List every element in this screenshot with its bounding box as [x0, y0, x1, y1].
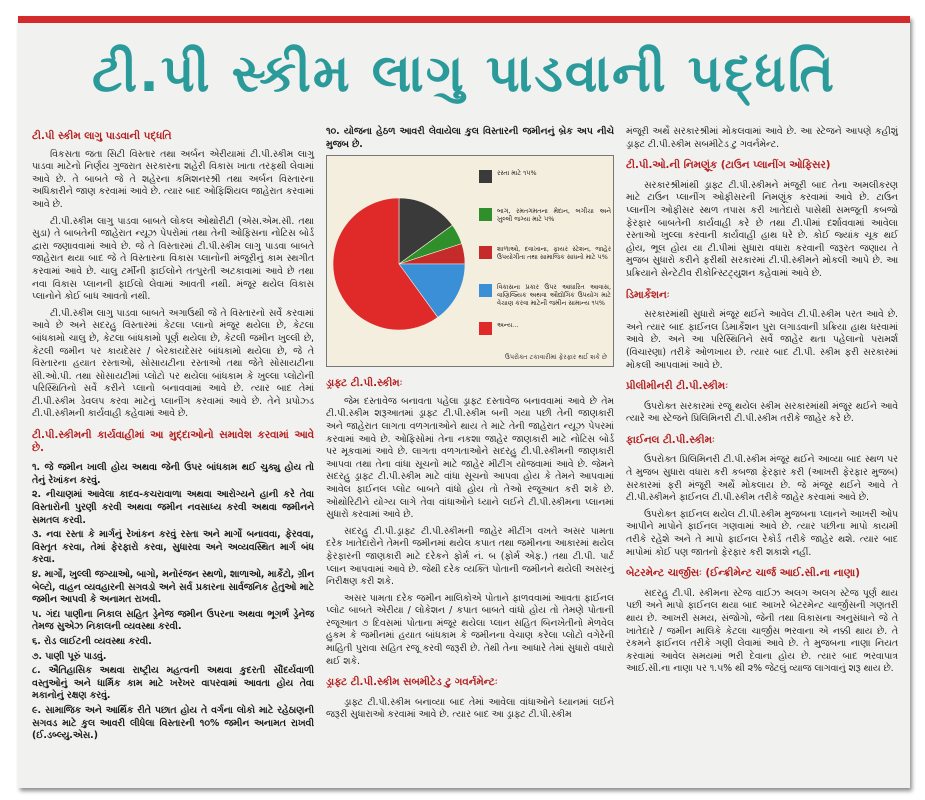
- list-item: ૨. નીચાણમાં આવેલા કાદવ-કચરાવાળા અથવા આરોગ્યને હાની કરે તેવા વિસ્તારોની પુરણી કરવી અથવા જમીન નવસાધ્ય કરવી અથવા જમીનને સમતલ કરવી.: [32, 489, 314, 526]
- paragraph: જેમ દસ્તાવેજ બનાવતા પહેલા ડ્રાફ્ટ દસ્તાવેજ બનાવવામાં આવે છે તેમ ટી.પી.સ્કીમ શરૂઆતમાં ડ્રાફ્ટ ટી.પી.સ્કીમ બની ગયા પછી તેની જાણકારી અને જાહેરાત લાગતા વળગતાઓને થાય તે માટે તેની જાહેરાત ન્યૂઝ પેપરમાં કરવામાં આવે છે. ઓફિસોમાં તેના નકશા જાહેર જાણકારી માટે નોટિસ બોર્ડ પર મૂકવામાં આવે છે. લાગતા વળગતાઓને સદરહુ ટી.પી.સ્કીમની જાણકારી આપવા તથા તેના વાંધા સૂચનો માટે જાહેર મીટીંગ યોજવામાં આવે છે. જેમને સદરહુ ડ્રાફ્ટ ટી.પી.સ્કીમ માટે વાંધા સૂચનો આપવા હોય કે તેમને આપવામાં આવેલ ફાઈનલ પ્લોટ બાબતે વાંધો હોય તો તેઓ રજૂઆત કરી શકે છે. ઓથોરિટીને યોગ્ય લાગે તેવા વાંધાઓને ધ્યાને લઈને ટી.પી.સ્કીમના પ્લાનમાં સુધારો કરવામાં આવે છે.: [326, 395, 614, 521]
- legend-label: વિકાસના પ્રકાર ઉપર આધારિત આવાસ, વાણિજ્યિક અથવા ઔદ્યોગિક ઉપયોગ માટે વેચાણ કરવા માટેની જમીન સામાન્ય ૧૫%: [497, 283, 611, 308]
- paragraph: ટી.પી.સ્કીમ લાગુ પાડવા બાબતે લોકલ ઓથોરીટી (એસ.એમ.સી. તથા સુડા) તે બાબતેની જાહેરાત ન્યૂઝ પેપરોમાં તથા તેની ઓફિસના નોટિસ બોર્ડ દ્વારા જણાવવામાં આવે છે. જે તે વિસ્તારમાં ટી.પી.સ્કીમ લાગુ પાડવા બાબતે જાહેરાત થયા બાદ જે તે વિસ્તારના વિકાસ પ્લાનોની મંજૂરીનું કામ સ્થગીત કરવામાં આવે છે. ચાલુ ટર્મીની ફાઈલોને તત્પુરતી અટકાવામાં આવે છે તથા નવા વિકાસ પ્લાનની ફાઈલો લેવામાં આવતી નથી. મંજૂર થયેલ વિકાસ પ્લાનોને કોઈ બાધ આવતો નથી.: [32, 215, 314, 303]
- paragraph: ઉપરોક્ત સરકારમાં રજૂ થયેલ સ્કીમ સરકારમાંથી મંજૂર થઈને આવે ત્યારે આ સ્ટેજને પ્રિલિમિનરી ટી.પી.સ્કીમ તરીકે જાહેર કરે છે.: [626, 400, 898, 425]
- list-item: ૬. રોડ લાઈટની વ્યવસ્થા કરવી.: [32, 635, 152, 647]
- points-list: [32, 462, 314, 742]
- section-heading: ટી.પી સ્કીમ લાગુ પાડવાની પદ્ધતિ: [32, 130, 172, 142]
- list-item: ૮. ઐતિહાસિક અથવા રાષ્ટ્રીય મહત્વની અથવા કુદરતી સૌંદર્યવાળી વસ્તુઓનું અને ધાર્મિક કામ માટે ખરેખર વાપરવામાં આવતા હોય તેવા મકાનોનું રક્ષણ કરવું.: [32, 665, 314, 702]
- point-10: ૧૦. યોજના હેઠળ આવરી લેવાયેલા કુલ વિસ્તારની જમીનનું બ્રેક અપ નીચે મુજબ છે.: [326, 126, 614, 150]
- list-item: ૯. સામાજિક અને આર્થિક રીતે પછાત હોય તે વર્ગના લોકો માટે રહેઠાણની સગવડ માટે કુલ આવરી લીધેલા વિસ્તારની ૧૦% જમીન અનામત રાખવી (ઈ.ડબ્લ્યુ.એસ.): [32, 704, 314, 742]
- section-heading: બેટરમેન્ટ ચાર્જીસઃ (ઈન્ક્રીમેન્ટ ચાર્જ આઈ.સી.ના નાણા): [626, 567, 860, 580]
- legend-label: બાગ, રમતગમતના મેદાન, બગીચા અને ખુલ્લી જગ્યા માટે ૫%: [497, 207, 611, 224]
- paragraph: સદરહુ ટી.પી. સ્કીમના સ્ટેજ વાઈઝ અલગ અલગ સ્ટેજ પૂર્ણ થાય પછી અને માપો ફાઈનલ થયા બાદ આખરે બેટરમેન્ટ ચાર્જીસની ગણતરી થાય છે. આખરી સમય, સંજોગો, જેની તથા વિકાસના અનુસંધાને જે તે ખાતેદારે / જમીન માલિકે કેટલા ચાર્જીસ ભરવાના એ નક્કી થાય છે. તે રકમને ફાઈનલ તરીકે ગણી લેવામાં આવે છે. તે મુજબના નાણા નિયત કરવામાં આવેલ સમયમાં ભરી દેવાના હોય છે. ત્યાર બાદ ભરવાપાત્ર આઈ.સી.ના નાણા પર ૧.૫% થી ૨% જેટલું વ્યાજ લાગવાનું શરૂ થાય છે.: [626, 587, 898, 675]
- legend-entry: [497, 169, 611, 205]
- paragraph: ડ્રાફ્ટ ટી.પી.સ્કીમ બનાવ્યા બાદ તેમાં આવેલા વાંધાઓને ધ્યાનમાં લઈને જરૂરી સુધારાઓ કરવામાં આવે છે. ત્યાર બાદ આ ડ્રાફ્ટ ટી.પી.સ્કીમ: [326, 696, 614, 721]
- legend-label: શાળાઓ, દવાખાના, ફાયર સ્ટેશન, જાહેર ઉપયોગીતા તથા સામાજિક સાધનો માટે ૫%: [497, 245, 611, 262]
- section-heading: ફાઈનલ ટી.પી.સ્કીમઃ: [626, 433, 715, 446]
- list-item: ૫. ગંદા પાણીના નિકાલ સહિત ડ્રેનેજ જમીન ઉપરના અથવા ભૂગર્ભ ડ્રેનેજ તેમજ સુએઝ નિકાલની વ્યવસ્થા કરવી.: [32, 608, 314, 633]
- column-1: [32, 126, 314, 745]
- legend-label: રસ્તા માટે ૧૫%: [497, 169, 537, 178]
- legend-swatch: [479, 170, 492, 183]
- top-red-strip: [18, 16, 910, 23]
- land-breakup-chart: [326, 155, 614, 367]
- legend-entry: [497, 207, 611, 243]
- legend-entry: [497, 283, 611, 319]
- column-3: [626, 126, 898, 680]
- paragraph: અસર પામતા દરેક જમીન માલિકોએ પોતાને ફાળવવામાં આવતા ફાઈનલ પ્લોટ બાબતે એરીયા / લોકેશન / કપાત બાબતે વાંધો હોય તો તેમણે પોતાની રજૂઆત ૭ દિવસમાં પોતાના મંજૂર થયેલા પ્લાન સહિત બિનખેતીનો મેળવેલ હુકમ કે જમીનમાં હયાત બાંધકામ કે જમીનના વેચાણ કરેલા પ્લોટો વગેરેની માહિતી પુરાવા સહિત રજૂ કરવી જરૂરી છે. તેથી તેના આધારે તેમાં સુધારો વધારો થઈ શકે.: [326, 592, 614, 667]
- section-heading: ડ્રાફ્ટ ટી.પી.સ્કીમઃ: [326, 377, 403, 390]
- legend-entry: [497, 245, 611, 281]
- newspaper-page: [18, 16, 910, 788]
- paragraph: મંજૂરી અર્થે સરકારશ્રીમાં મોકલવામાં આવે છે. આ સ્ટેજને આપણે કહીશું ડ્રાફ્ટ ટી.પી.સ્કીમ સબમીટેડ ટુ ગવર્નમેન્ટ.: [626, 126, 898, 150]
- legend-swatch: [479, 284, 492, 297]
- legend-label: અન્ય...: [497, 321, 519, 330]
- paragraph: સરકારમાંથી સુધારો મંજૂર થઈને આવેલ ટી.પી.સ્કીમ પરત આવે છે. અને ત્યાર બાદ ફાઈનલ ડિમાર્કેશન પુરા લગાડવાની પ્રક્રિયા હાથ ધરવામાં આવે છે. અને આ પરિસ્થિતિને સર્વે જાહેર થતા પહેલાનો પરામર્શ (વિચારણા) તરીકે ઓળખાય છે. ત્યાર બાદ ટી.પી. સ્કીમ ફરી સરકારમાં મોકલી આપવામાં આવે છે.: [626, 309, 898, 371]
- list-item: ૧. જે જમીન ખાલી હોય અથવા જેની ઉપર બાંધકામ થઈ ચુક્યુ હોય તો તેનું રેખાંકન કરવું.: [32, 462, 314, 486]
- section-heading: ડ્રાફ્ટ ટી.પી.સ્કીમ સબમીટેડ ટુ ગવર્નમેન્ટઃ: [326, 676, 498, 689]
- legend-swatch: [479, 208, 492, 221]
- section-heading: ડિમાર્કેશનઃ: [626, 288, 670, 301]
- paragraph: ઉપરોક્ત ફાઈનલ થયેલ ટી.પી.સ્કીમ મુજબના પ્લાનને આખરી ઓપ આપીને માપોને ફાઈનલ ગણવામાં આવે છે. ત્યાર પછીના માપો કાયમી તરીકે રહેશે અને તે માપો ફાઈનલ રેકોર્ડ તરીકે જાહેર થશે. ત્યાર બાદ માપોમાં કોઈ પણ જાતનો ફેરફાર કરી શકાશે નહીં.: [626, 508, 898, 558]
- paragraph: ઉપરોક્ત પ્રિલિમિનરી ટી.પી.સ્કીમ મંજૂર થઈને આવ્યા બાદ સ્થળ પર તે મુજબ સુધારા વધારા કરી કબજા ફેરફાર કરી (આખરી ફેરફાર મુજબ) સરકારમાં ફરી મંજૂરી અર્થે મોકલાય છે. જે મંજૂર થઈને આવે તે ટી.પી.સ્કીમને ફાઈનલ ટી.પી.સ્કીમ તરીકે જાહેર કરવામાં આવે છે.: [626, 454, 898, 504]
- section-heading: પ્રીલીમીનરી ટી.પી.સ્કીમઃ: [626, 380, 729, 393]
- list-item: ૭. પાણી પૂરું પાડવું.: [32, 650, 107, 662]
- section-heading: ટી.પી.ઓ.ની નિમણૂંક (ટાઉન પ્લાનીંગ ઓફિસર): [626, 159, 831, 172]
- paragraph: સદરહુ ટી.પી.ડ્રાફ્ટ ટી.પી.સ્કીમની જાહેર મીટીંગ વખતે અસર પામતા દરેક ખાતેદારોને તેમની જમીનમાં થયેલ કપાત તથા જમીનના આકારમાં થયેલ ફેરફારની જાણકારી માટે દરેકને ફોર્મ નં. બ (ફોર્મ એફ.) તથા ટી.પી. પાર્ટ પ્લાન આપવામાં આવે છે. જેથી દરેક વ્યક્તિ પોતાની જમીનને થયેલી અસરનું નિરીક્ષણ કરી શકે.: [326, 525, 614, 588]
- list-item: ૪. માર્ગો, ખુલ્લી જગ્યાઓ, બાગો, મનોરંજન સ્થળો, શાળાઓ, માર્કેટો, ગ્રીન બેલ્ટો, વાહન વ્યવહારની સગવડો અને સર્વ પ્રકારના સાર્વજનિક હેતુઓ માટે જમીન આપવી કે અનામત રાખવી.: [32, 569, 314, 606]
- chart-note: ઉપરોક્ત ટકાવારીમાં ફેરફાર થઈ શકે છે: [504, 352, 607, 361]
- column-2: [326, 126, 614, 726]
- page-title: ટી.પી સ્કીમ લાગુ પાડવાની પદ્ધતિ: [91, 44, 836, 104]
- paragraph: વિકસતા જતા સિટી વિસ્તાર તથા અર્બન એરીયામાં ટી.પી.સ્કીમ લાગુ પાડવા માટેનો નિર્ણય ગુજરાત સરકારના શહેરી વિકાસ ખાતા તરફથી લેવામાં આવે છે. તે બાબતે જે તે શહેરના કમિશનરશ્રી તથા અર્બન વિસ્તારના અધિકારીને જાણ કરવામાં આવે છે. ત્યાર બાદ ઓફિશિયલ જાહેરાત કરવામાં આવે છે.: [32, 148, 314, 210]
- list-item: ૩. નવા રસ્તા કે માર્ગનું રેખાંકન કરવું રસ્તા અને માર્ગો બનાવવા, ફેરવવા, વિસ્તૃત કરવા, તેમાં ફેરફારો કરવા, સુધારવા અને અવ્યવસ્થિત માર્ગ બંધ કરવા.: [32, 529, 314, 566]
- pie-chart-svg: [327, 156, 615, 366]
- sub-heading: ટી.પી.સ્કીમની કાર્યવાહીમાં આ મુદ્દાઓનો સમાવેશ કરવામાં આવે છે.: [32, 429, 314, 454]
- paragraph: ટી.પી.સ્કીમ લાગુ પાડવા બાબતે અગાઉથી જે તે વિસ્તારનો સર્વે કરવામાં આવે છે અને સદરહુ વિસ્તારમાં કેટલા પ્લાનો મંજૂર થયેલા છે, કેટલા બાંધકામો ચાલુ છે, કેટલા બાંધકામો પૂર્ણ થયેલા છે, કેટલી જમીન ખુલ્લી છે, કેટલી જમીન પર કાયદેસર / બેરકાયદેસર બાંધકામો થયેલા છે, જે તે વિસ્તારના હયાત રસ્તાઓ, સોસાયટીના રસ્તાઓ તથા જેતે સોસાયટીના સી.ઓ.પી. તથા સોસાયટીમાં પ્લોટો પર થયેલા બાંધકામ કે ખુલ્લા પ્લોટોની પરિસ્થિતિનો સર્વે કરીને પ્લાનો બનાવવામાં આવે છે. ત્યાર બાદ તેમાં ટી.પી.સ્કીમ ડેવલપ કરવા માટેનું પ્લાનીંગ કરવામાં આવે છે. તેને પ્રપોઝ્ડ ટી.પી.સ્કીમની કાર્યવાહી કહેવામાં આવે છે.: [32, 307, 314, 420]
- legend-swatch: [479, 246, 492, 259]
- paragraph: સરકારશ્રીમાંથી ડ્રાફ્ટ ટી.પી.સ્કીમને મંજૂરી બાદ તેના અમલીકરણ માટે ટાઉન પ્લાનીંગ ઓફીસરની નિમણૂંક કરવામાં આવે છે. ટાઉન પ્લાનીંગ ઓફીસર સ્થળ તપાસ કરી ખાતેદારો પાસેથી સમજૂતી કબજો ફેરફાર બાબતેની કાર્યવાહી કરે છે તથા ટી.પીમાં દર્શાવવામાં આવેલા રસ્તાઓ ખુલ્લા કરવાની કાર્યવાહી હાથ ધરે છે. કોઈ જ્યાંક ચૂક થઈ હોય, ભૂલ હોય યા ટી.પીમાં સુધારા વધારા કરવાની જરૂરત જણાય તે મુજબ સુધારો કરીને ફરીથી સરકારમાં ટી.પી.સ્કીમને મોકલી આપે છે. આ પ્રક્રિયાને સેન્ટેટીવ રીકોન્સ્ટિટ્યુશન કહેવામાં આવે છે.: [626, 179, 898, 279]
- legend-swatch: [479, 322, 492, 335]
